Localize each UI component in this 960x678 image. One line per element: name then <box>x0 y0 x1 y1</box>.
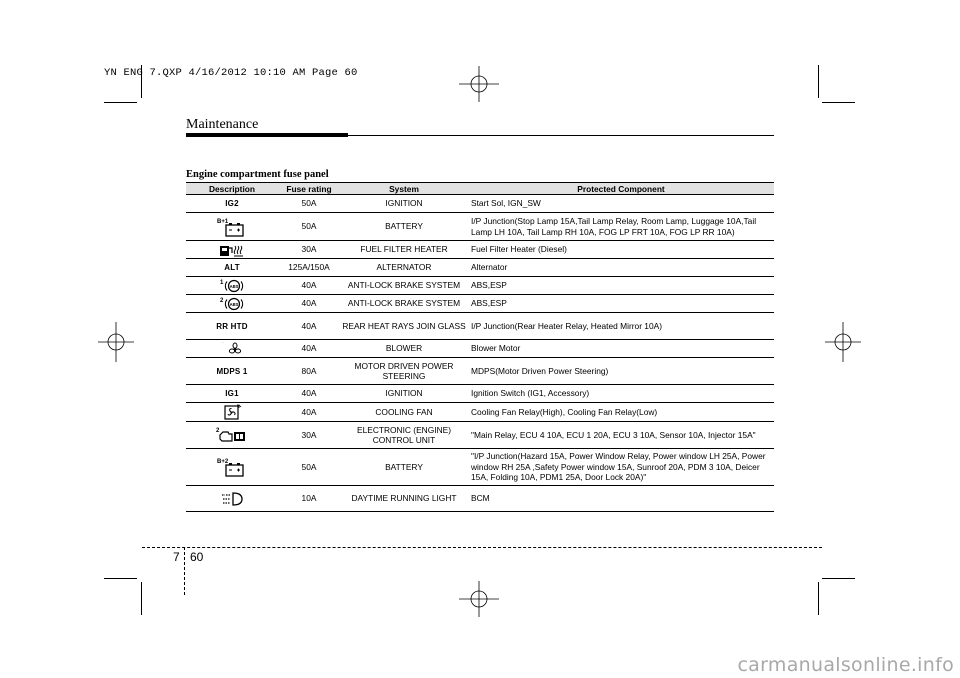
protected-component: Fuel Filter Heater (Diesel) <box>468 241 774 259</box>
fuse-description <box>186 385 278 403</box>
protected-component: ABS,ESP <box>468 295 774 313</box>
fuse-description <box>186 195 278 213</box>
table-row <box>186 340 774 358</box>
fuse-description <box>186 403 278 422</box>
table-row <box>186 213 774 241</box>
table-row <box>186 259 774 277</box>
fuse-description <box>186 313 278 340</box>
table-row <box>186 241 774 259</box>
fuse-rating: 40A <box>278 385 340 403</box>
fuse-system: BATTERY <box>340 449 468 486</box>
fuse-label: 1 <box>220 280 224 286</box>
protected-component: I/P Junction(Stop Lamp 15A,Tail Lamp Relay, Room Lamp, Luggage 10A,Tail Lamp LH 10A, Tail Lamp RH 10A, FOG LP FRT 10A, FOG LP RR 10A) <box>468 213 774 241</box>
fuse-label: ALT <box>224 263 240 272</box>
fuse-system: DAYTIME RUNNING LIGHT <box>340 486 468 512</box>
fuse-label: B+2 <box>217 459 229 465</box>
protected-component: Ignition Switch (IG1, Accessory) <box>468 385 774 403</box>
fuse-rating: 50A <box>278 195 340 213</box>
panel-title: Engine compartment fuse panel <box>186 169 329 180</box>
protected-component: BCM <box>468 486 774 512</box>
fuse-system: ANTI-LOCK BRAKE SYSTEM <box>340 277 468 295</box>
footer-rule <box>142 547 822 548</box>
abs-icon <box>220 278 244 293</box>
fuse-system: ANTI-LOCK BRAKE SYSTEM <box>340 295 468 313</box>
fuse-rating: 40A <box>278 277 340 295</box>
registration-mark-icon <box>457 581 501 617</box>
cooling-fan-icon <box>222 404 242 420</box>
fuse-label: RR HTD <box>216 321 248 331</box>
fuse-rating: 30A <box>278 241 340 259</box>
fuse-system: REAR HEAT RAYS JOIN GLASS <box>340 313 468 340</box>
fuse-label: IG2 <box>225 199 239 208</box>
section-title: Maintenance <box>186 117 259 132</box>
fuse-system: BLOWER <box>340 340 468 358</box>
fuse-rating: 125A/150A <box>278 259 340 277</box>
crop-mark <box>818 582 819 615</box>
fuse-label: 2 <box>216 428 220 434</box>
column-header: Fuse rating <box>278 183 340 195</box>
protected-component: Alternator <box>468 259 774 277</box>
fuse-description <box>186 295 278 313</box>
fuse-system: BATTERY <box>340 213 468 241</box>
fuse-description <box>186 241 278 259</box>
footer-divider <box>184 547 185 595</box>
fuse-rating: 40A <box>278 295 340 313</box>
table-row <box>186 358 774 385</box>
fuse-description <box>186 449 278 486</box>
table-row <box>186 422 774 449</box>
fuse-label: 2 <box>220 298 224 304</box>
protected-component: "I/P Junction(Hazard 15A, Power Window Relay, Power window LH 25A, Power window RH 25A ,Safety Power window 15A, Sunroof 20A, PDM 3 10A, Deicer 15A, Folding 10A, PDM1 25A, Door Lock 20A)" <box>468 449 774 486</box>
column-header: System <box>340 183 468 195</box>
fuse-label: MDPS 1 <box>216 366 248 376</box>
table-row <box>186 449 774 486</box>
fuse-label: IG1 <box>225 389 239 398</box>
protected-component: MDPS(Motor Driven Power Steering) <box>468 358 774 385</box>
svg-text:ABS: ABS <box>229 301 239 307</box>
fuse-system: IGNITION <box>340 195 468 213</box>
table-row <box>186 403 774 422</box>
protected-component: Start Sol, IGN_SW <box>468 195 774 213</box>
table-row <box>186 295 774 313</box>
fuse-system: ELECTRONIC (ENGINE) CONTROL UNIT <box>340 422 468 449</box>
crop-mark <box>104 102 137 103</box>
table-header-row <box>186 183 774 195</box>
fuse-description <box>186 259 278 277</box>
daytime-running-light-icon <box>219 491 245 507</box>
fuse-rating: 80A <box>278 358 340 385</box>
watermark: carmanualsonline.info <box>737 654 954 676</box>
fuse-system: ALTERNATOR <box>340 259 468 277</box>
registration-mark-icon <box>825 320 861 364</box>
fuse-rating: 40A <box>278 340 340 358</box>
fuse-description <box>186 213 278 241</box>
protected-component: "Main Relay, ECU 4 10A, ECU 1 20A, ECU 3 10A, Sensor 10A, Injector 15A" <box>468 422 774 449</box>
fuse-table <box>186 182 774 512</box>
fuel-filter-heater-icon <box>219 243 245 257</box>
fuse-description <box>186 340 278 358</box>
crop-mark <box>104 578 137 579</box>
table-row <box>186 313 774 340</box>
header-rule-accent <box>186 133 348 137</box>
fuse-rating: 50A <box>278 449 340 486</box>
crop-mark <box>141 582 142 615</box>
protected-component: Blower Motor <box>468 340 774 358</box>
crop-mark <box>822 102 855 103</box>
protected-component: ABS,ESP <box>468 277 774 295</box>
svg-text:ABS: ABS <box>229 283 239 289</box>
chapter-number: 7 <box>173 550 180 564</box>
fuse-rating: 40A <box>278 403 340 422</box>
column-header: Description <box>186 183 278 195</box>
blower-icon <box>221 342 243 356</box>
fuse-description <box>186 486 278 512</box>
table-row <box>186 195 774 213</box>
fuse-rating: 40A <box>278 313 340 340</box>
fuse-description <box>186 277 278 295</box>
table-row <box>186 486 774 512</box>
crop-mark <box>818 65 819 98</box>
column-header: Protected Component <box>468 183 774 195</box>
abs-icon <box>220 296 244 311</box>
protected-component: Cooling Fan Relay(High), Cooling Fan Relay(Low) <box>468 403 774 422</box>
protected-component: I/P Junction(Rear Heater Relay, Heated Mirror 10A) <box>468 313 774 340</box>
fuse-rating: 30A <box>278 422 340 449</box>
fuse-label: B+1 <box>217 218 229 225</box>
engine-ecu-icon <box>216 426 248 444</box>
page-number: 60 <box>190 550 204 564</box>
crop-mark <box>822 578 855 579</box>
fuse-system: IGNITION <box>340 385 468 403</box>
battery-icon <box>217 456 247 478</box>
fuse-rating: 10A <box>278 486 340 512</box>
fuse-description <box>186 422 278 449</box>
registration-mark-icon <box>457 66 501 102</box>
svg-text:`: ` <box>222 341 224 348</box>
fuse-rating: 50A <box>278 213 340 241</box>
fuse-system: COOLING FAN <box>340 403 468 422</box>
table-row <box>186 277 774 295</box>
fuse-system: FUEL FILTER HEATER <box>340 241 468 259</box>
registration-mark-icon <box>98 320 134 364</box>
fuse-description <box>186 358 278 385</box>
fuse-system: MOTOR DRIVEN POWER STEERING <box>340 358 468 385</box>
table-row <box>186 385 774 403</box>
print-slug: YN ENG 7.QXP 4/16/2012 10:10 AM Page 60 <box>104 67 358 79</box>
battery-icon <box>217 216 247 238</box>
